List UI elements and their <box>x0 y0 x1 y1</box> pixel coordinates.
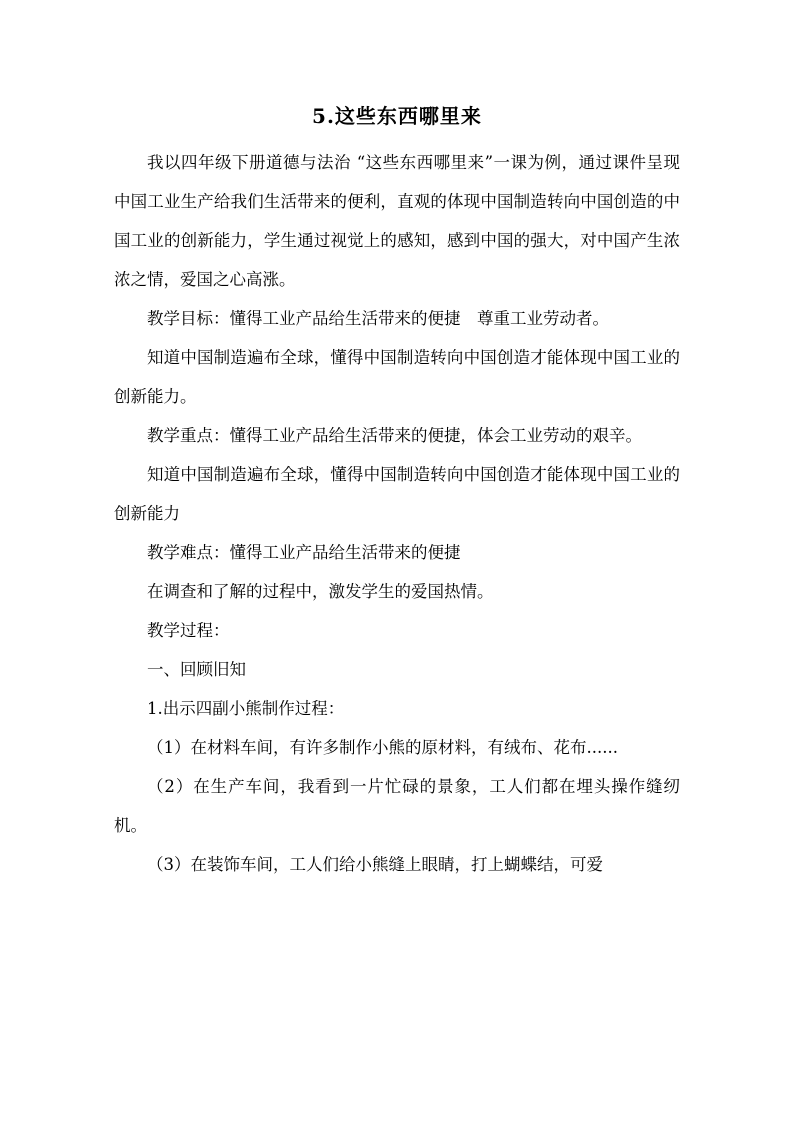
paragraph-key-points: 教学重点：懂得工业产品给生活带来的便捷，体会工业劳动的艰辛。 <box>147 426 642 445</box>
paragraph-process-heading: 教学过程： <box>147 621 230 640</box>
paragraph-difficult-detail: 在调查和了解的过程中，激发学生的爱国热情。 <box>147 582 494 601</box>
document-body <box>114 143 680 884</box>
document-title: 5.这些东西哪里来 <box>312 104 482 128</box>
paragraph-teaching-goals: 教学目标：懂得工业产品给生活带来的便捷 尊重工业劳动者。 <box>147 309 609 328</box>
paragraph-item-3: （3）在装饰车间，工人们给小熊缝上眼睛，打上蝴蝶结，可爱 <box>147 855 603 874</box>
paragraph-step-one: 1.出示四副小熊制作过程： <box>147 699 345 718</box>
paragraph-key-points-detail: 知道中国制造遍布全球，懂得中国制造转向中国创造才能体现中国工业的创新能力 <box>114 465 680 523</box>
paragraph-item-1: （1）在材料车间，有许多制作小熊的原材料，有绒布、花布...... <box>147 738 618 757</box>
paragraph-goals-detail: 知道中国制造遍布全球，懂得中国制造转向中国创造才能体现中国工业的创新能力。 <box>114 348 680 406</box>
paragraph-section-one: 一、回顾旧知 <box>147 660 246 679</box>
paragraph-intro: 我以四年级下册道德与法治 “这些东西哪里来”一课为例，通过课件呈现中国工业生产给我们生活带来的便利，直观的体现中国制造转向中国创造的中国工业的创新能力，学生通过视觉上的感知，感到中国的强大，对中国产生浓浓之情，爱国之心高涨。 <box>114 153 680 289</box>
paragraph-difficult-points: 教学难点：懂得工业产品给生活带来的便捷 <box>147 543 461 562</box>
paragraph-item-2: （2）在生产车间，我看到一片忙碌的景象，工人们都在埋头操作缝纫机。 <box>114 777 680 835</box>
